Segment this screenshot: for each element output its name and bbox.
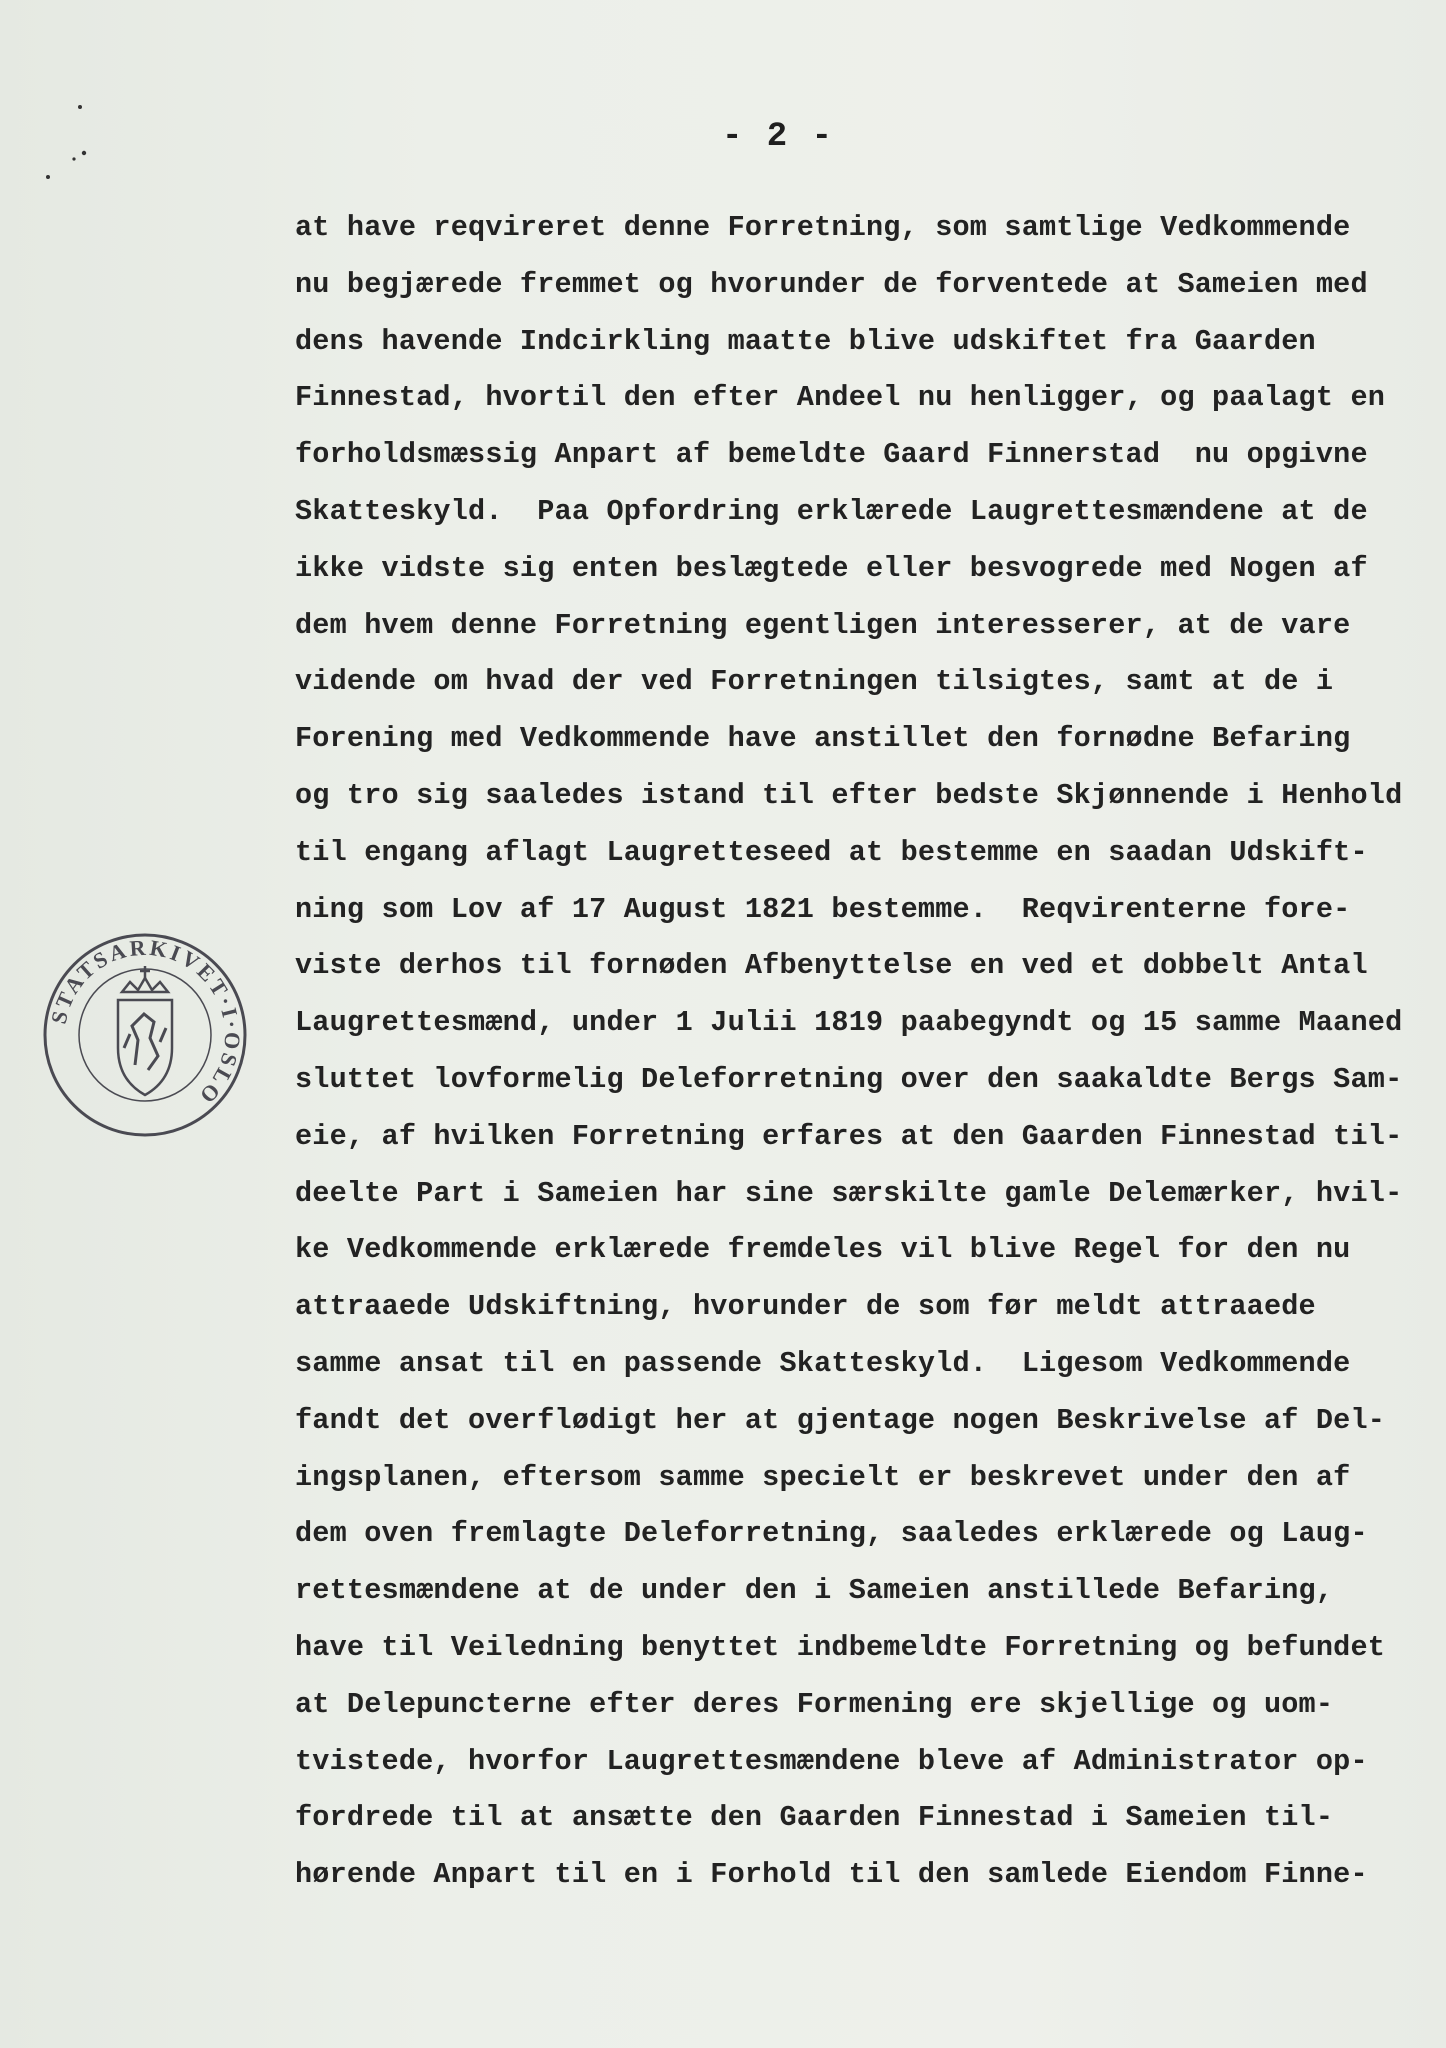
text-line: og tro sig saaledes istand til efter bedste Skjønnende i Henhold — [295, 778, 1403, 812]
text-line: eie, af hvilken Forretning erfares at den Gaarden Finnestad til- — [295, 1119, 1403, 1153]
text-line: dens havende Indcirkling maatte blive udskiftet fra Gaarden — [295, 324, 1316, 358]
stamp-text: STATSARKIVET·I·OSLO — [45, 934, 246, 1111]
text-line: ning som Lov af 17 August 1821 bestemme. Reqvirenterne fore- — [295, 892, 1351, 926]
text-line: at have reqvireret denne Forretning, som samtlige Vedkommende — [295, 211, 1351, 244]
text-line: fandt det overflødigt her at gjentage nogen Beskrivelse af Del- — [295, 1403, 1386, 1437]
text-line: dem oven fremlagte Deleforretning, saaledes erklærede og Laug- — [295, 1517, 1368, 1551]
text-line: Forening med Vedkommende have anstillet den fornødne Befaring — [295, 722, 1351, 756]
text-line: fordrede til at ansætte den Gaarden Finnestad i Sameien til- — [295, 1801, 1334, 1835]
document-body — [295, 200, 1415, 1904]
text-line: nu begjærede fremmet og hvorunder de forventede at Sameien med — [295, 267, 1368, 301]
text-line: Skatteskyld. Paa Opfordring erklærede Laugrettesmændene at de — [295, 494, 1368, 528]
text-line: at Delepuncterne efter deres Formening ere skjellige og uom- — [295, 1687, 1334, 1721]
text-line: sluttet lovformelig Deleforretning over den saakaldte Bergs Sam- — [295, 1062, 1403, 1096]
archive-stamp — [40, 930, 250, 1140]
text-line: forholdsmæssig Anpart af bemeldte Gaard Finnerstad nu opgivne — [295, 438, 1368, 472]
text-line: deelte Part i Sameien har sine særskilte gamle Delemærker, hvil- — [295, 1176, 1403, 1210]
text-line: Finnestad, hvortil den efter Andeel nu henligger, og paalagt en — [295, 381, 1386, 415]
page-number: - 2 - — [721, 118, 835, 156]
text-line: viste derhos til fornøden Afbenyttelse en ved et dobbelt Antal — [295, 949, 1368, 983]
text-line: hørende Anpart til en i Forhold til den samlede Eiendom Finne- — [295, 1858, 1368, 1892]
text-line: attraaede Udskiftning, hvorunder de som før meldt attraaede — [295, 1290, 1316, 1324]
text-line: tvistede, hvorfor Laugrettesmændene bleve af Administrator op- — [295, 1744, 1368, 1778]
text-line: dem hvem denne Forretning egentligen interesserer, at de vare — [295, 608, 1351, 642]
text-line: ke Vedkommende erklærede fremdeles vil blive Regel for den nu — [295, 1233, 1351, 1267]
text-line: ikke vidste sig enten beslægtede eller besvogrede med Nogen af — [295, 551, 1368, 585]
text-line: til engang aflagt Laugretteseed at bestemme en saadan Udskift- — [295, 835, 1368, 869]
text-line: vidende om hvad der ved Forretningen tilsigtes, samt at de i — [295, 665, 1334, 699]
coat-of-arms-icon — [118, 966, 172, 1095]
text-line: ingsplanen, eftersom samme specielt er beskrevet under den af — [295, 1460, 1351, 1494]
text-line: have til Veiledning benyttet indbemeldte Forretning og befundet — [295, 1630, 1386, 1664]
text-line: samme ansat til en passende Skatteskyld. Ligesom Vedkommende — [295, 1346, 1351, 1380]
text-line: rettesmændene at de under den i Sameien anstillede Befaring, — [295, 1574, 1334, 1608]
text-line: Laugrettesmænd, under 1 Julii 1819 paabegyndt og 15 samme Maaned — [295, 1006, 1403, 1040]
